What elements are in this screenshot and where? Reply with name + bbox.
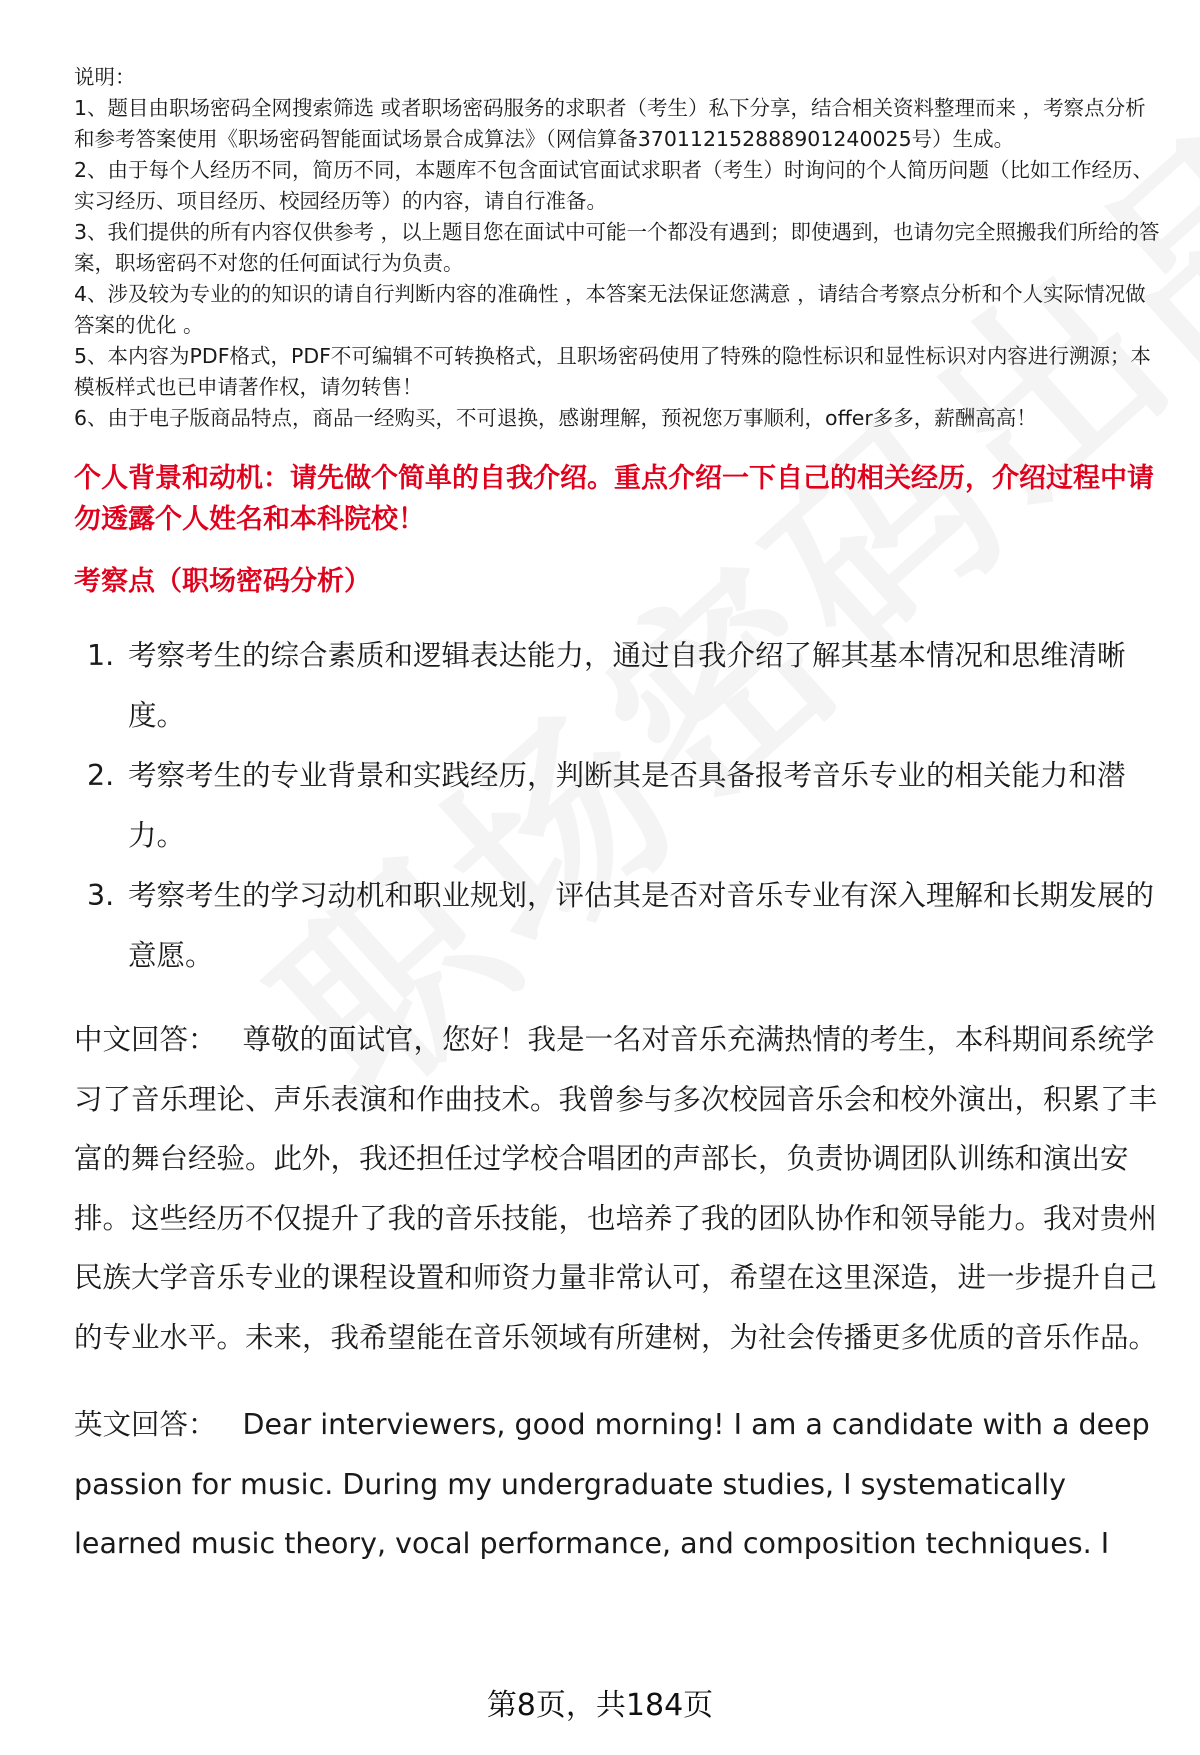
- note-item: 5、本内容为PDF格式，PDF不可编辑不可转换格式，且职场密码使用了特殊的隐性标识和显性标识对内容进行溯源；本模板样式也已申请著作权，请勿转售！: [74, 344, 1151, 399]
- point-text: 考察考生的学习动机和职业规划，评估其是否对音乐专业有深入理解和长期发展的意愿。: [128, 879, 1155, 972]
- disclaimer-notes: [74, 62, 1164, 434]
- answer-english: [74, 1395, 1164, 1574]
- analysis-title: 考察点（职场密码分析）: [74, 566, 371, 597]
- note-item: 3、我们提供的所有内容仅供参考 ，以上题目您在面试中可能一个都没有遇到；即使遇到，也请勿完全照搬我们所给的答案，职场密码不对您的任何面试行为负责。: [74, 220, 1160, 275]
- answer-en-label: 英文回答：: [74, 1408, 217, 1441]
- analysis-point: [74, 626, 1164, 746]
- answer-cn-label: 中文回答：: [74, 1023, 217, 1056]
- analysis-point: [74, 746, 1164, 866]
- point-text: 考察考生的专业背景和实践经历，判断其是否具备报考音乐专业的相关能力和潜力。: [128, 759, 1126, 852]
- point-number: 2.: [87, 759, 115, 792]
- analysis-points: [74, 626, 1164, 986]
- answer-en-text: Dear interviewers, good morning! I am a candidate with a deep passion for music. During my undergraduate studies, I systematically learned music theory, vocal performance, and composition techniques. I: [74, 1408, 1150, 1560]
- notes-heading: 说明：: [74, 65, 136, 89]
- note-item: 1、题目由职场密码全网搜索筛选 或者职场密码服务的求职者（考生）私下分享，结合相关资料整理而来 ，考察点分析和参考答案使用《职场密码智能面试场景合成算法》（网信算备370112152888901240025号）生成。: [74, 96, 1146, 151]
- analysis-point: [74, 866, 1164, 986]
- point-number: 3.: [87, 879, 115, 912]
- point-number: 1.: [87, 639, 115, 672]
- answer-cn-text: 尊敬的面试官，您好！我是一名对音乐充满热情的考生，本科期间系统学习了音乐理论、声乐表演和作曲技术。我曾参与多次校园音乐会和校外演出，积累了丰富的舞台经验。此外，我还担任过学校合唱团的声部长，负责协调团队训练和演出安排。这些经历不仅提升了我的音乐技能，也培养了我的团队协作和领导能力。我对贵州民族大学音乐专业的课程设置和师资力量非常认可，希望在这里深造，进一步提升自己的专业水平。未来，我希望能在音乐领域有所建树，为社会传播更多优质的音乐作品。: [74, 1023, 1158, 1354]
- answer-chinese: [74, 1010, 1164, 1367]
- point-text: 考察考生的综合素质和逻辑表达能力，通过自我介绍了解其基本情况和思维清晰度。: [128, 639, 1126, 732]
- note-item: 2、由于每个人经历不同，简历不同，本题库不包含面试官面试求职者（考生）时询问的个人简历问题（比如工作经历、实习经历、项目经历、校园经历等）的内容，请自行准备。: [74, 158, 1154, 213]
- note-item: 4、涉及较为专业的的知识的请自行判断内容的准确性 ，本答案无法保证您满意 ，请结合考察点分析和个人实际情况做答案的优化 。: [74, 282, 1146, 337]
- page-number: 第8页，共184页: [486, 1688, 714, 1723]
- note-item: 6、由于电子版商品特点，商品一经购买，不可退换，感谢理解，预祝您万事顺利，offer多多，薪酬高高！: [74, 406, 1037, 430]
- interview-question: 个人背景和动机：请先做个简单的自我介绍。重点介绍一下自己的相关经历，介绍过程中请勿透露个人姓名和本科院校！: [74, 463, 1154, 535]
- page-content: [74, 62, 1164, 1574]
